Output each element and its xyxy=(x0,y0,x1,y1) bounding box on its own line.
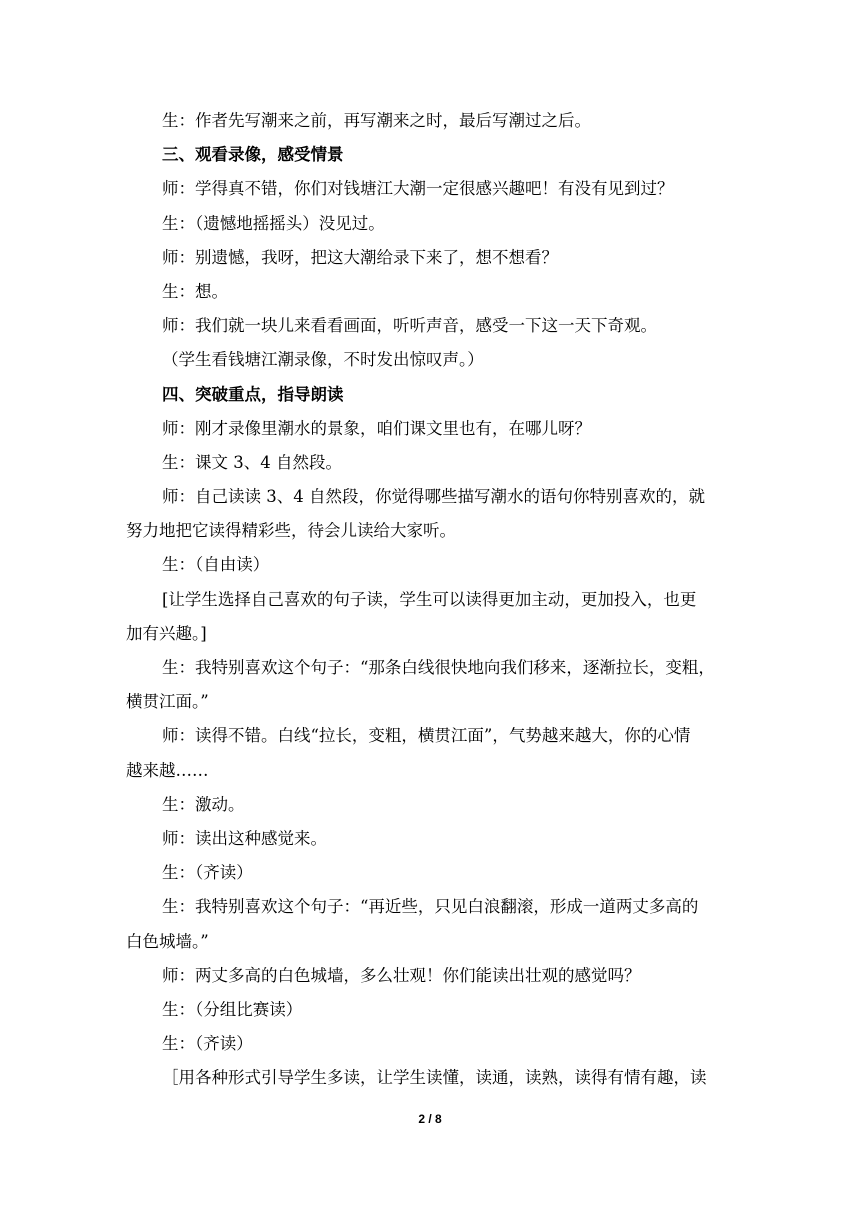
text-line: 师：别遗憾，我呀，把这大潮给录下来了，想不想看？ xyxy=(162,247,558,267)
paragraph xyxy=(126,719,734,787)
paragraph xyxy=(162,822,734,856)
paragraph xyxy=(162,412,734,446)
paragraph xyxy=(162,1027,734,1061)
text-line: 师：刚才录像里潮水的景象，咱们课文里也有，在哪儿呀？ xyxy=(162,418,591,438)
text-line: 四、突破重点，指导朗读 xyxy=(162,384,344,404)
text-line: 生：（齐读） xyxy=(162,863,253,883)
paragraph xyxy=(162,856,734,890)
section-heading xyxy=(162,378,734,412)
paragraph xyxy=(162,788,734,822)
paragraph xyxy=(162,104,734,138)
text-line: 师：学得真不错，你们对钱塘江大潮一定很感兴趣吧！有没有见到过？ xyxy=(162,179,674,199)
section-heading xyxy=(162,138,734,172)
text-line: 生：课文 3、4 自然段。 xyxy=(162,452,342,472)
paragraph xyxy=(162,172,734,206)
text-line: 生：（齐读） xyxy=(162,1034,253,1054)
text-line: 师：我们就一块儿来看看画面，听听声音，感受一下这一天下奇观。 xyxy=(162,316,657,336)
text-line: 生：想。 xyxy=(162,281,228,301)
paragraph xyxy=(162,275,734,309)
text-line: 生：我特别喜欢这个句子：“再近些，只见白浪翻滚，形成一道两丈多高的 xyxy=(162,897,699,917)
text-line: 师：读出这种感觉来。 xyxy=(162,828,327,848)
page-number: 2 / 8 xyxy=(418,1112,442,1126)
text-line: 师：自己读读 3、4 自然段，你觉得哪些描写潮水的语句你特别喜欢的，就 xyxy=(162,487,705,507)
paragraph xyxy=(162,993,734,1027)
paragraph xyxy=(126,480,734,548)
text-line: 师：两丈多高的白色城墙，多么壮观！你们能读出壮观的感觉吗？ xyxy=(162,965,641,985)
paragraph xyxy=(126,583,734,651)
paragraph xyxy=(162,446,734,480)
text-line: 生：（分组比赛读） xyxy=(162,999,303,1019)
text-line: 横贯江面。” xyxy=(126,692,209,712)
paragraph xyxy=(126,890,734,958)
text-line: [让学生选择自己喜欢的句子读，学生可以读得更加主动，更加投入，也更 xyxy=(162,589,697,609)
text-line: 白色城墙。” xyxy=(126,931,209,951)
text-line: 生：我特别喜欢这个句子：“那条白线很快地向我们移来，逐渐拉长，变粗， xyxy=(162,658,715,677)
paragraph xyxy=(162,207,734,241)
text-line: （学生看钱塘江潮录像，不时发出惊叹声。） xyxy=(162,350,484,370)
paragraph xyxy=(162,1061,734,1095)
text-line: 努力地把它读得精彩些，待会儿读给大家听。 xyxy=(126,521,456,541)
text-line: 加有兴趣。] xyxy=(126,623,207,643)
text-line: ［用各种形式引导学生多读，让学生读懂，读通，读熟，读得有情有趣，读 xyxy=(162,1068,707,1088)
text-line: 生：（自由读） xyxy=(162,555,270,575)
paragraph xyxy=(162,959,734,993)
paragraph xyxy=(162,241,734,275)
text-line: 生：作者先写潮来之前，再写潮来之时，最后写潮过之后。 xyxy=(162,111,591,130)
paragraph xyxy=(162,343,734,377)
text-line: 三、观看录像，感受情景 xyxy=(162,145,344,165)
paragraph xyxy=(126,651,734,719)
text-line: 生：（遗憾地摇摇头）没见过。 xyxy=(162,213,385,233)
paragraph xyxy=(162,548,734,582)
document-body xyxy=(126,104,734,1095)
paragraph xyxy=(162,309,734,343)
text-line: 师：读得不错。白线“拉长，变粗，横贯江面”，气势越来越大，你的心情 xyxy=(162,726,691,746)
text-line: 生：激动。 xyxy=(162,794,245,814)
text-line: 越来越…… xyxy=(126,760,209,780)
